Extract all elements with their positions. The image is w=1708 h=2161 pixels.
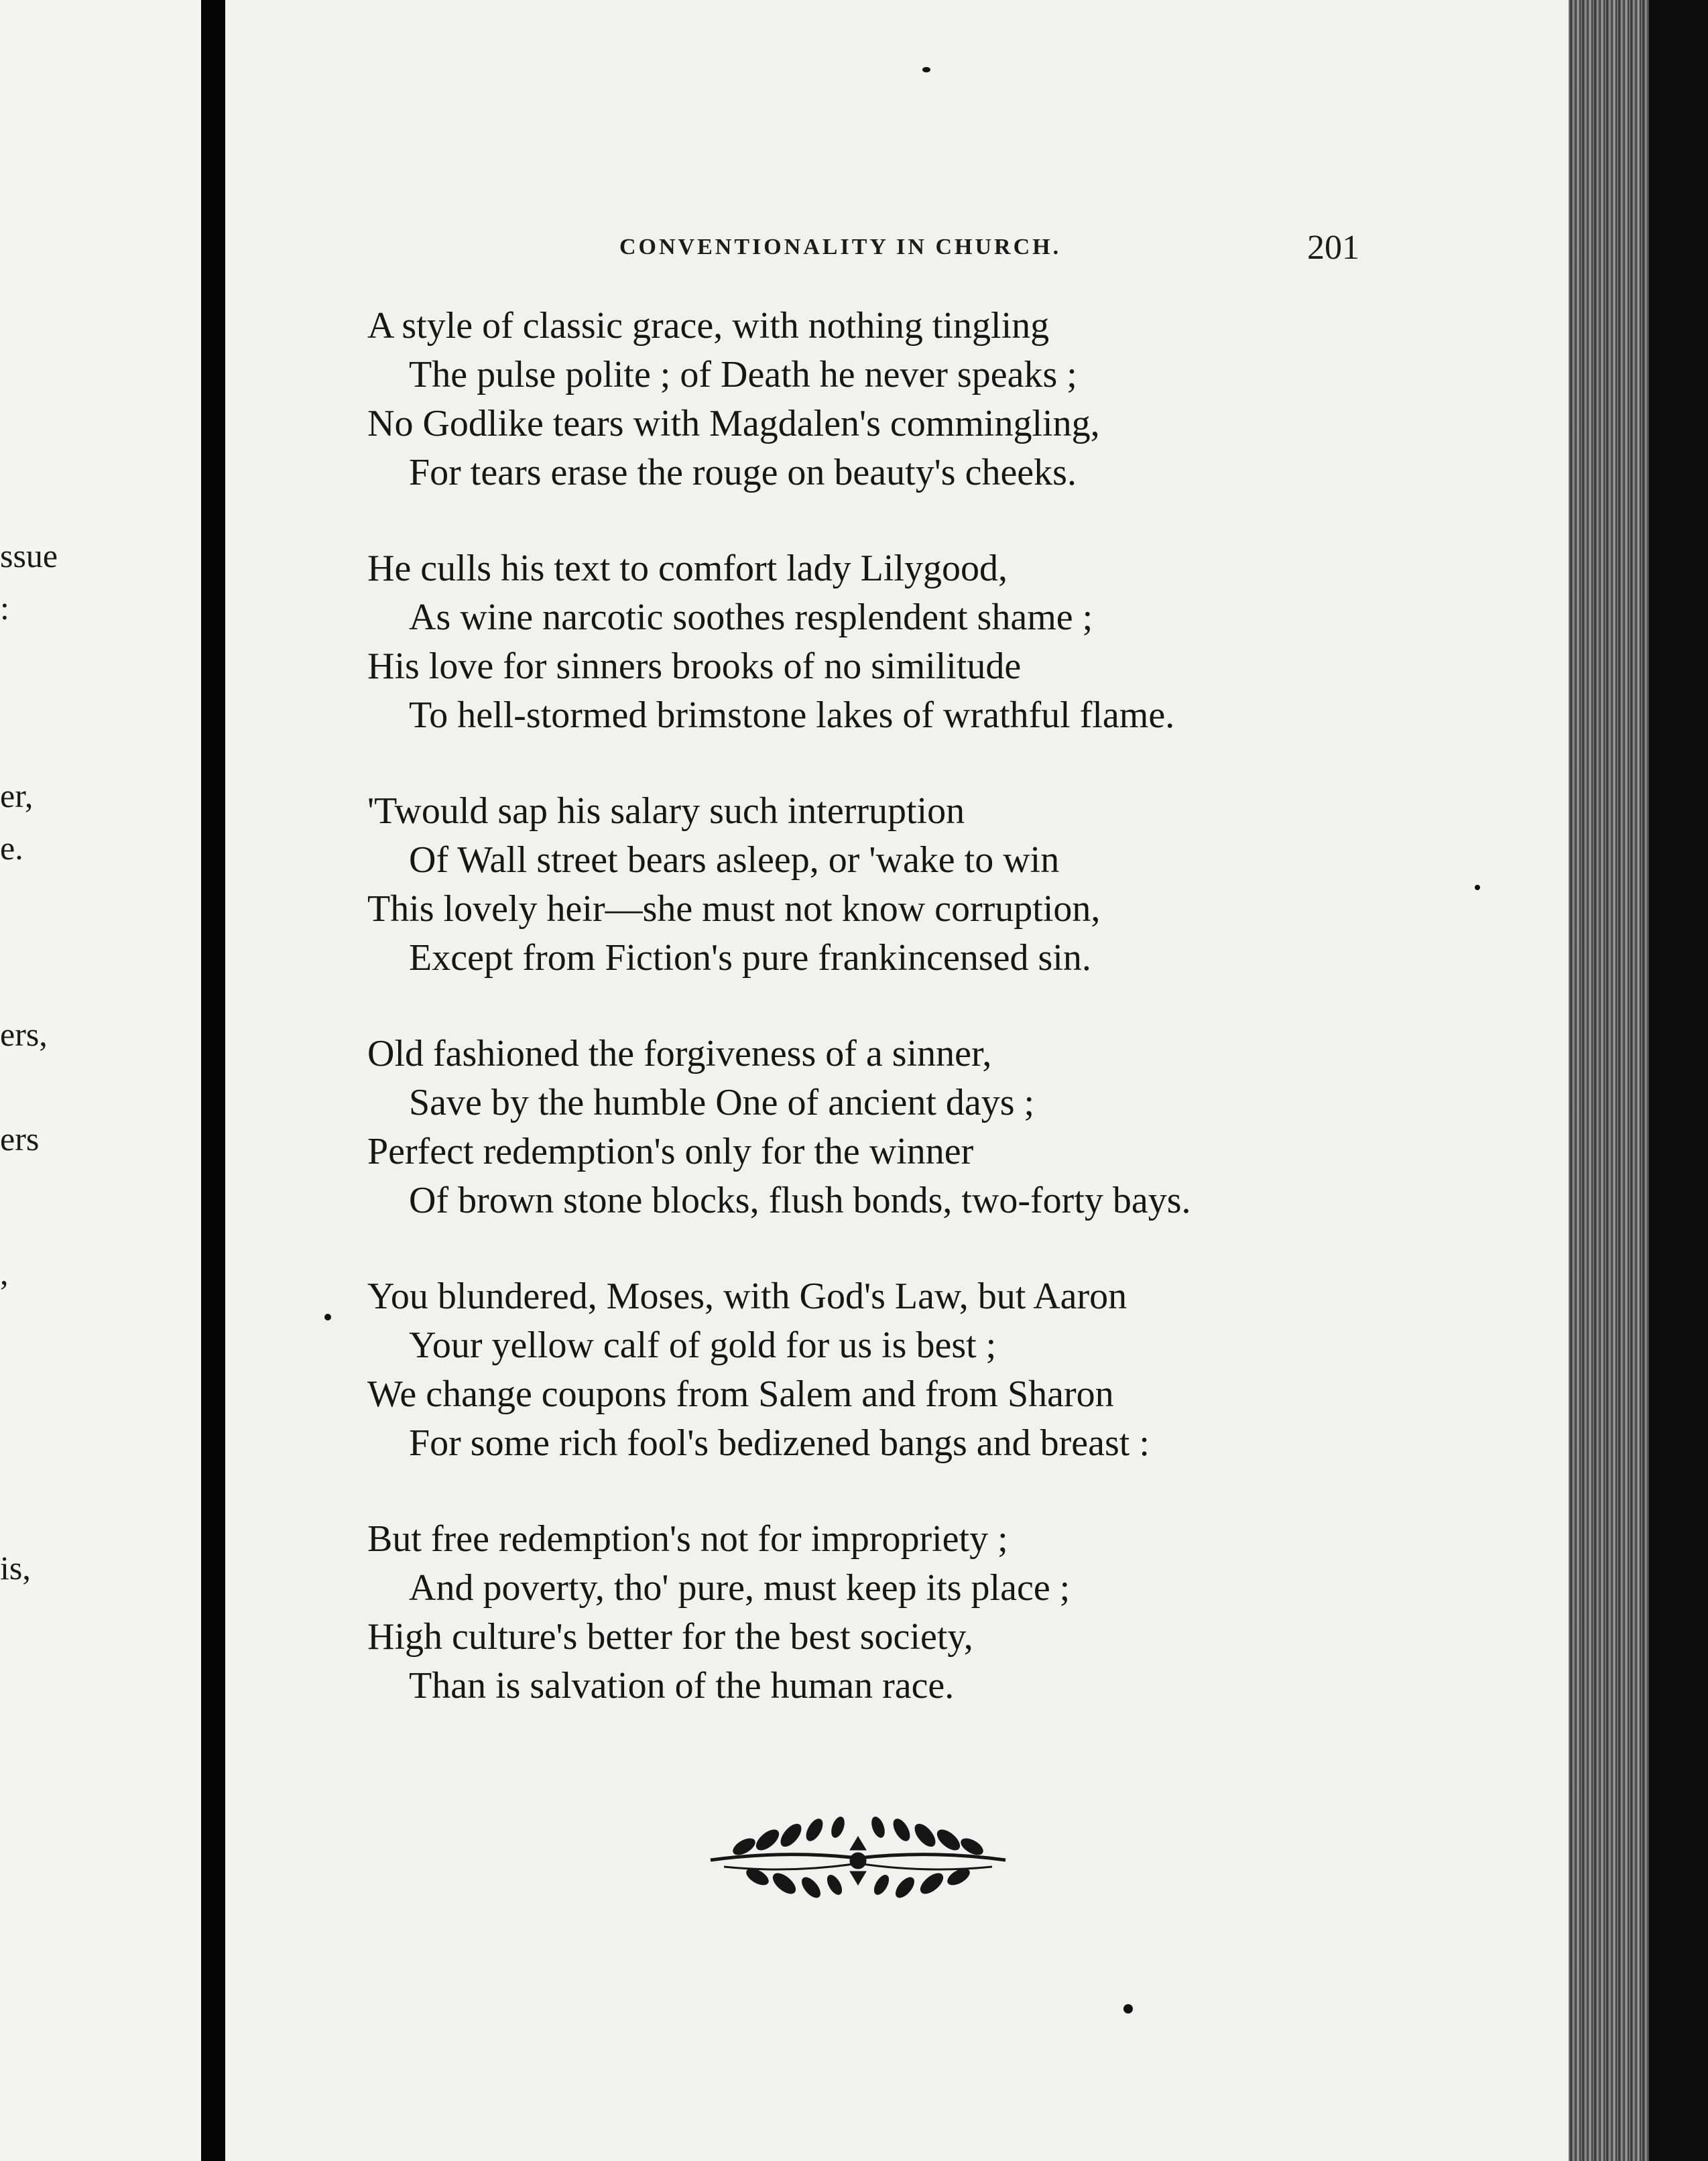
poem-line: But free redemption's not for impropriety ; — [367, 1518, 1008, 1560]
book-gutter — [201, 0, 225, 2161]
stanza — [367, 302, 1413, 497]
poem-line: Of Wall street bears asleep, or 'wake to win — [409, 839, 1060, 881]
print-speck — [922, 67, 930, 72]
running-title: CONVENTIONALITY IN CHURCH. — [619, 235, 1062, 259]
left-fragment: ers — [0, 1120, 40, 1158]
poem-line: His love for sinners brooks of no similitude — [367, 645, 1022, 687]
poem-line: A style of classic grace, with nothing tingling — [367, 305, 1050, 347]
left-fragment: ssue — [0, 537, 58, 574]
poem-line: For some rich fool's bedizened bangs and breast : — [409, 1422, 1150, 1464]
leaf-garland-icon — [704, 1810, 1012, 1904]
stanza — [367, 1030, 1413, 1225]
poem-line: The pulse polite ; of Death he never speaks ; — [409, 354, 1077, 395]
left-fragment: : — [0, 589, 9, 627]
stanza — [367, 1272, 1413, 1468]
poem-line: And poverty, tho' pure, must keep its place ; — [409, 1567, 1071, 1609]
left-fragment: ers, — [0, 1015, 48, 1053]
print-speck — [1475, 885, 1480, 890]
poem-line: Old fashioned the forgiveness of a sinner, — [367, 1033, 992, 1074]
page-number: 201 — [1307, 229, 1359, 267]
poem-line: Of brown stone blocks, flush bonds, two-forty bays. — [409, 1180, 1191, 1221]
poem-line: As wine narcotic soothes resplendent shame ; — [409, 597, 1093, 638]
poem-line: To hell-stormed brimstone lakes of wrathful flame. — [409, 694, 1175, 736]
stanza — [367, 544, 1413, 740]
poem-line: You blundered, Moses, with God's Law, but Aaron — [367, 1276, 1127, 1317]
stanza — [367, 1515, 1413, 1711]
print-speck — [1123, 2004, 1133, 2014]
stanza — [367, 787, 1413, 983]
poem-line: He culls his text to comfort lady Lilygood, — [367, 548, 1008, 589]
poem-line: For tears erase the rouge on beauty's cheeks. — [409, 452, 1077, 493]
left-fragment: is, — [0, 1549, 31, 1587]
poem-line: No Godlike tears with Magdalen's commingling, — [367, 403, 1100, 444]
left-fragment: e. — [0, 829, 23, 867]
poem-line: 'Twould sap his salary such interruption — [367, 790, 965, 832]
poem-line: Your yellow calf of gold for us is best ; — [409, 1324, 997, 1366]
left-fragment: er, — [0, 777, 34, 814]
left-fragment: , — [0, 1254, 9, 1292]
poem — [367, 302, 1413, 1757]
poem-line: We change coupons from Salem and from Sharon — [367, 1373, 1114, 1415]
left-facing-page — [0, 0, 201, 2161]
poem-line: Than is salvation of the human race. — [409, 1665, 955, 1707]
print-speck — [324, 1314, 331, 1320]
poem-line: High culture's better for the best society, — [367, 1616, 973, 1658]
poem-line: Perfect redemption's only for the winner — [367, 1131, 974, 1172]
poem-line: Save by the humble One of ancient days ; — [409, 1082, 1035, 1123]
poem-line: Except from Fiction's pure frankincensed sin. — [409, 937, 1091, 979]
poem-line: This lovely heir—she must not know corruption, — [367, 888, 1101, 930]
page-edge-stack — [1569, 0, 1708, 2161]
